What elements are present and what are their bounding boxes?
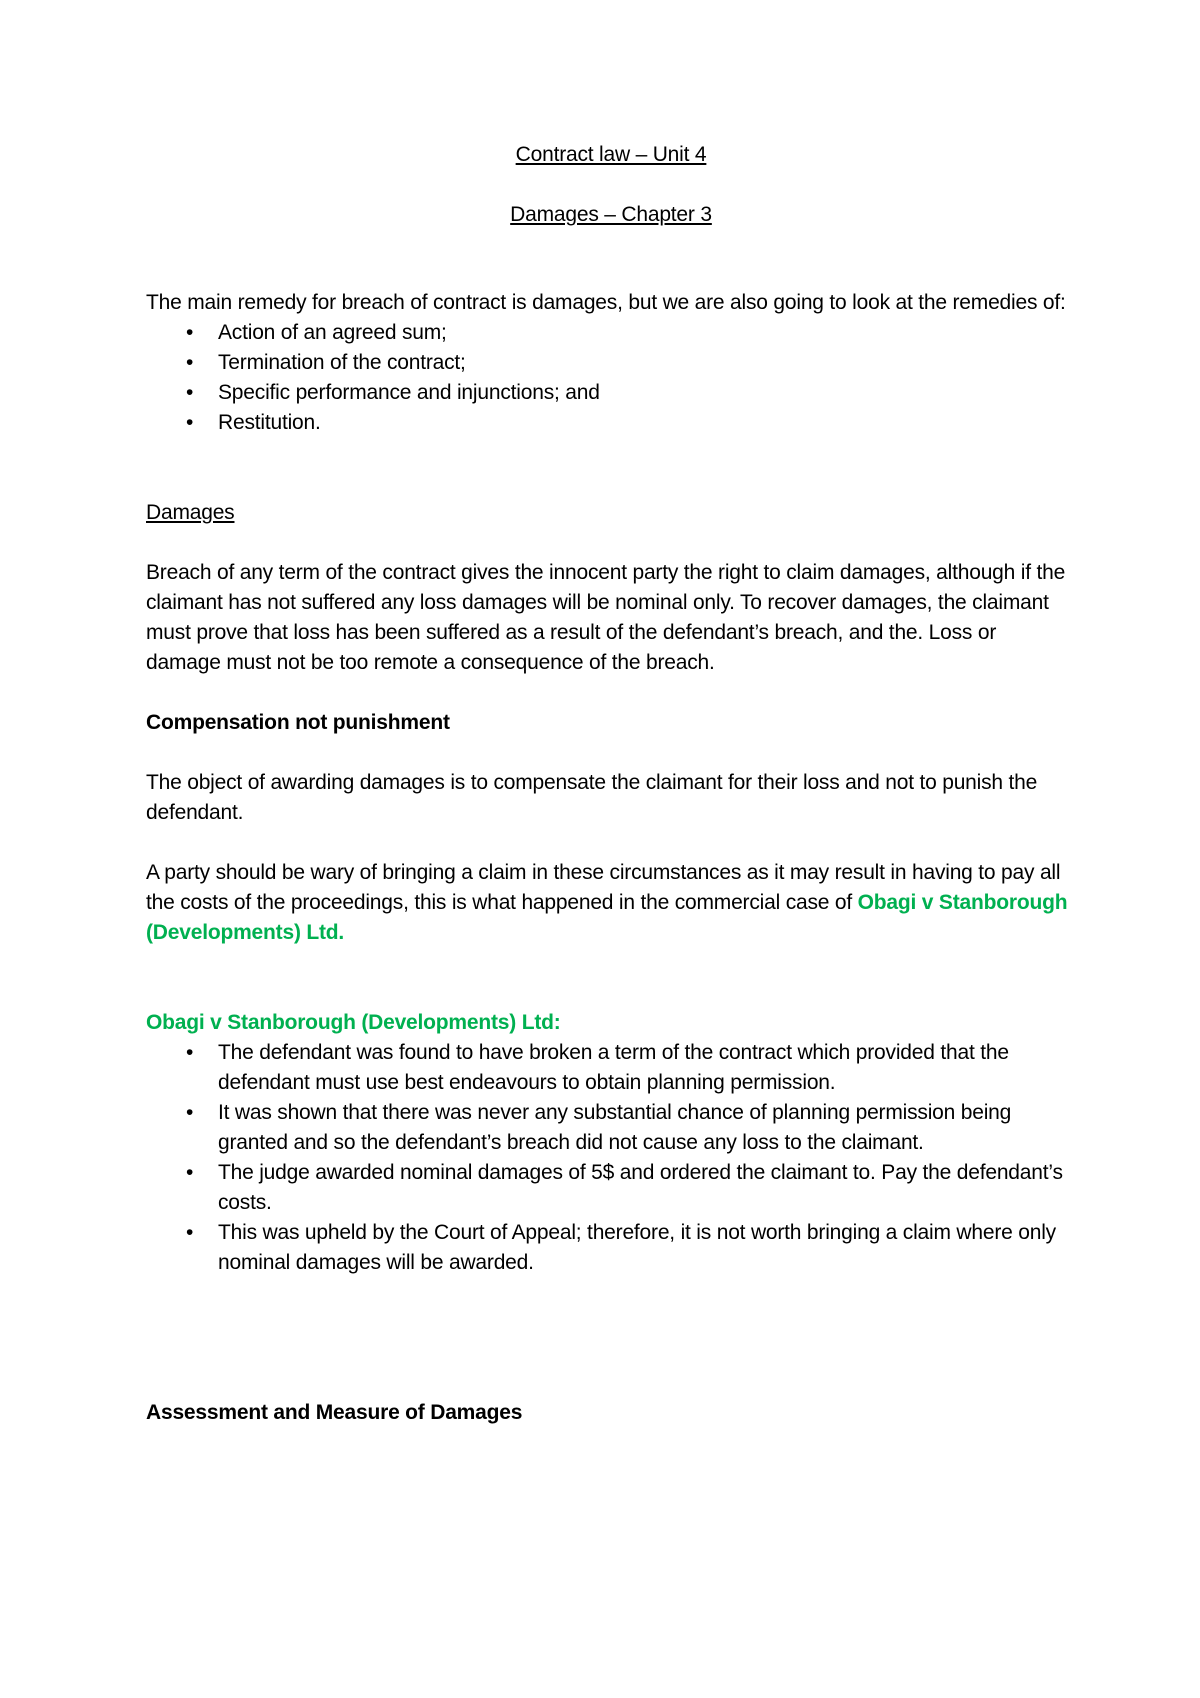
list-item: • It was shown that there was never any substantial chance of planning permission being granted and so the defendant’s breach did not cause any loss to the claimant.	[146, 1098, 1076, 1158]
list-item: • The judge awarded nominal damages of 5$ and ordered the claimant to. Pay the defendant’s costs.	[146, 1158, 1076, 1218]
list-item: • Restitution.	[146, 408, 1076, 438]
damages-heading: Damages	[146, 501, 235, 524]
wary-paragraph: A party should be wary of bringing a claim in these circumstances as it may result in having to pay all the costs of the proceedings, this is what happened in the commercial case of Obagi v Stanborough (Developments) Ltd.	[146, 861, 1068, 944]
intro-paragraph: The main remedy for breach of contract is damages, but we are also going to look at the remedies of:	[146, 291, 1066, 314]
list-item: • This was upheld by the Court of Appeal; therefore, it is not worth bringing a claim where only nominal damages will be awarded.	[146, 1218, 1076, 1278]
remedies-list	[146, 318, 1076, 438]
bullet-icon: •	[186, 381, 194, 404]
bullet-icon: •	[186, 1221, 194, 1244]
bullet-icon: •	[186, 321, 194, 344]
bullet-icon: •	[186, 1101, 194, 1124]
compensation-paragraph: The object of awarding damages is to compensate the claimant for their loss and not to punish the defendant.	[146, 771, 1038, 824]
document-title: Contract law – Unit 4	[515, 143, 707, 166]
list-item: • Termination of the contract;	[146, 348, 1076, 378]
bullet-icon: •	[186, 411, 194, 434]
document-body	[146, 140, 1076, 1428]
bullet-icon: •	[186, 351, 194, 374]
case-heading: Obagi v Stanborough (Developments) Ltd:	[146, 1011, 561, 1034]
case-name-inline: Obagi v Stanborough (Developments) Ltd.	[146, 891, 1068, 944]
document-subtitle: Damages – Chapter 3	[510, 203, 712, 226]
list-item: • Specific performance and injunctions; and	[146, 378, 1076, 408]
list-item: • The defendant was found to have broken a term of the contract which provided that the defendant must use best endeavours to obtain planning permission.	[146, 1038, 1076, 1098]
bullet-icon: •	[186, 1161, 194, 1184]
case-points-list	[146, 1038, 1076, 1278]
compensation-heading: Compensation not punishment	[146, 711, 450, 734]
damages-paragraph: Breach of any term of the contract gives the innocent party the right to claim damages, although if the claimant has not suffered any loss damages will be nominal only. To recover damages, the claimant must prove that loss has been suffered as a result of the defendant’s breach, and the. Loss or damage must not be too remote a consequence of the breach.	[146, 561, 1066, 674]
list-item: • Action of an agreed sum;	[146, 318, 1076, 348]
assessment-heading: Assessment and Measure of Damages	[146, 1401, 523, 1424]
bullet-icon: •	[186, 1041, 194, 1064]
